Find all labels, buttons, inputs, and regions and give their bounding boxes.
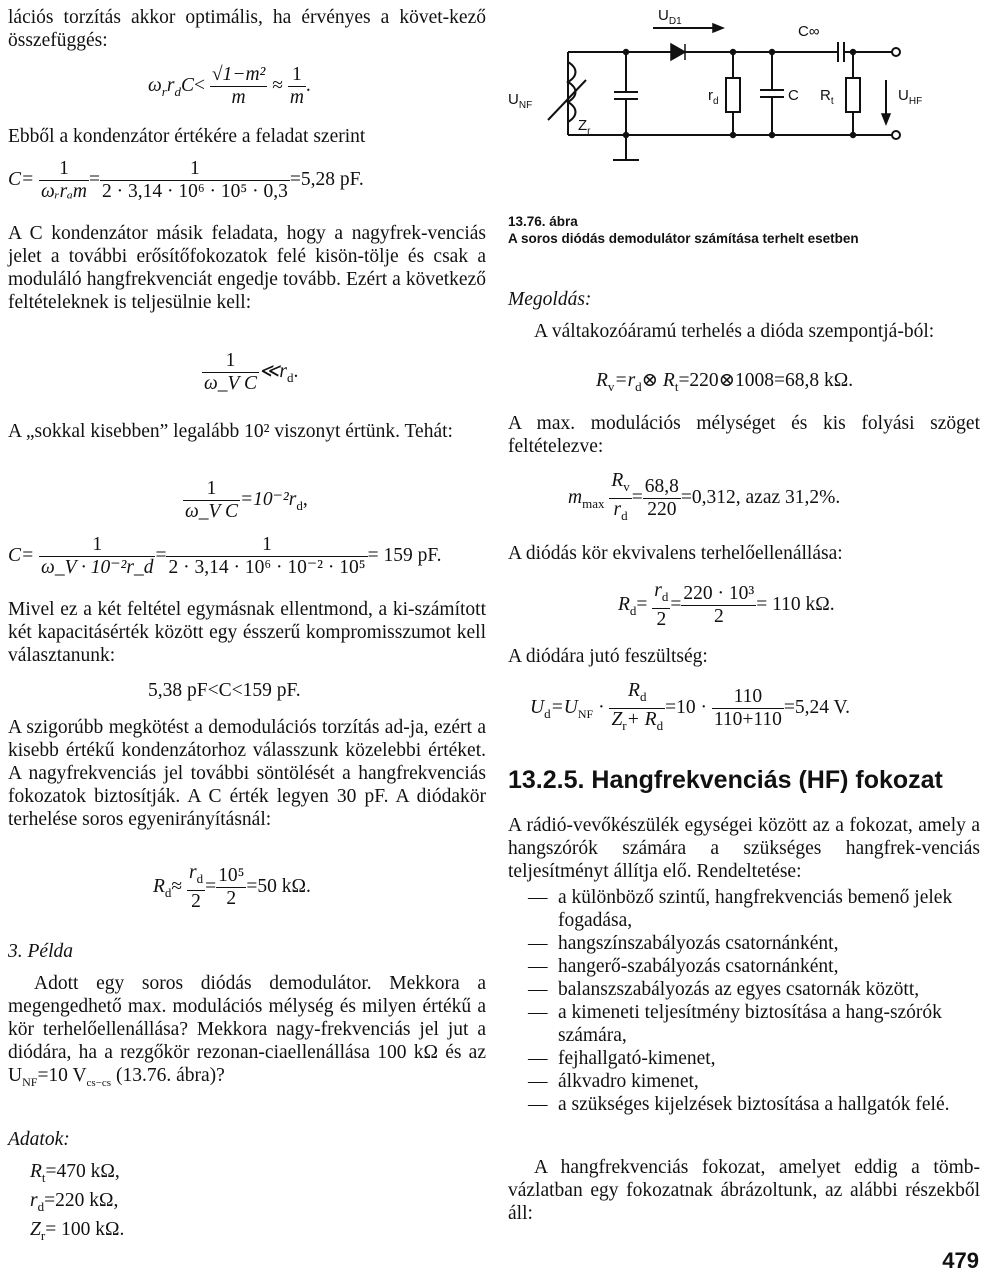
list-item: — balanszszabályozás az egyes csatornák között, xyxy=(508,978,980,1001)
list-item: — a szükséges kijelzések biztosítása a hallgatók felé. xyxy=(508,1093,980,1116)
figure-caption: A soros diódás demodulátor számítása terhelt esetben xyxy=(508,231,859,246)
arrow-down-icon xyxy=(882,114,890,124)
paragraph-2: Ebből a kondenzátor értékére a feladat szerint xyxy=(8,126,366,147)
equation-3: $\frac{1}{\text{ω\_V C}}$ $≪r_d$. xyxy=(204,350,299,394)
paragraph-4: A „sokkal kisebben” legalább 10² viszonyt értünk. Tehát: xyxy=(8,421,453,442)
paragraph-r4: A diódára jutó feszültség: xyxy=(508,646,708,667)
label-unf: $U_{NF}$ xyxy=(508,91,533,111)
list-item: — hangerő-szabályozás csatornánként, xyxy=(508,955,980,978)
equation-r1: $R_v=r_d\otimes$ $R_t=220\otimes 1008=68,8$ kΩ. xyxy=(596,370,854,394)
example-title: 3. Példa xyxy=(8,941,73,962)
fraction: $\frac{1}{\text{ω\_V · 10⁻²r\_d}}$ xyxy=(41,534,154,578)
list-item: — álkvadro kimenet, xyxy=(508,1070,980,1093)
solution-title: Megoldás: xyxy=(508,289,592,310)
label-cinf: C∞ xyxy=(798,23,820,40)
data-title: Adatok: xyxy=(8,1129,70,1150)
equation-r2: $m_{max}$ $\frac{R_v}{r_d}$ = $\frac{68,8}{220}$ =0,312, azaz 31,2%. xyxy=(568,470,840,527)
fraction: $\frac{1}{\text{2 · 3,14 · 10⁶ · 10⁵ · 0,3}}$ xyxy=(102,158,288,202)
fraction: $\frac{1}{\text{2 · 3,14 · 10⁶ · 10⁻² · 10⁵}}$ xyxy=(168,534,366,578)
circuit-diagram xyxy=(508,0,948,175)
paragraph-r3: A diódás kör ekvivalens terhelőellenállása: xyxy=(508,543,843,564)
data-row: $r_d=220$ kΩ, xyxy=(30,1189,119,1214)
equation-5: C= $\frac{1}{\text{ω\_V · 10⁻²r\_d}}$ = $\frac{1}{\text{2 · 3,14 · 10⁶ · 10⁻² · 10⁵}}$ = 159 pF. xyxy=(8,534,442,578)
figure-caption-number: 13.76. ábra xyxy=(508,214,578,229)
list-item: — a kimeneti teljesítmény biztosítása a hang-szórók számára, xyxy=(508,1001,980,1047)
diode-icon xyxy=(671,44,685,60)
fraction: $\frac{\text{10⁵}}{2}$ xyxy=(218,864,245,909)
equation-r3: $R_d=$ $\frac{r_d}{2}$ = $\frac{\text{220 · 10³}}{2}$ = 110 kΩ. xyxy=(618,580,835,630)
paragraph-r5: A rádió-vevőkészülék egységei között az a fokozat, amely a hangszórók számára a szükséges hangfrek-venciás teljesítményt állítja elő. Rendeltetése: xyxy=(508,815,980,882)
label-rd: $r_d$ xyxy=(708,87,719,107)
label-uhf: $U_{HF}$ xyxy=(898,87,923,107)
label-rt: $R_t$ xyxy=(820,87,834,107)
data-list xyxy=(30,1160,124,1247)
list-item: — hangszínszabályozás csatornánként, xyxy=(508,932,980,955)
page-number: 479 xyxy=(942,1248,979,1273)
data-row: $Z_r= 100$ kΩ. xyxy=(30,1218,125,1243)
function-list xyxy=(508,886,980,1116)
equation-7: $R_d\approx$ $\frac{r_d}{2}$ = $\frac{\text{10⁵}}{2}$ =50 kΩ. xyxy=(153,862,311,912)
equation-r4: $U_d=U_{NF}$ · $\frac{R_d}{Z_r+ R_d}$ =10 · $\frac{110}{110+110}$ =5,24 V. xyxy=(530,680,850,737)
fraction: $\frac{r_d}{2}$ xyxy=(189,862,204,912)
fraction: $\frac{1}{\text{ω\_V C}}$ xyxy=(204,350,257,394)
arrow-right-icon xyxy=(713,24,723,32)
equation-2: C= $\frac{1}{\text{ωᵣrₐm}}$ = $\frac{1}{\text{2 · 3,14 · 10⁶ · 10⁵ · 0,3}}$ =5,28 pF. xyxy=(8,158,364,202)
fraction: $\frac{1}{m}$ xyxy=(289,64,304,108)
label-c: C xyxy=(788,87,799,104)
paragraph-5: Mivel ez a két feltétel egymásnak ellentmond, a ki-számított két kapacitásérték között egy ésszerű kompromisszumot kell választanunk: xyxy=(8,599,486,666)
fraction: $\frac{68,8}{220}$ xyxy=(644,475,679,520)
fraction: $\frac{R_v}{r_d}$ xyxy=(611,470,630,523)
equation-1: $\omega_rr_dC<$ $\frac{\text{√1−m²}}{m}$ ≈ $\frac{1}{m}$ . xyxy=(148,64,311,108)
fraction: $\frac{1}{\text{ω\_V C}}$ xyxy=(185,478,238,522)
fraction: $\frac{\text{√1−m²}}{m}$ xyxy=(211,64,266,108)
fraction: $\frac{R_d}{Z_r+ R_d}$ xyxy=(611,680,664,733)
paragraph-3: A C kondenzátor másik feladata, hogy a nagyfrek-venciás jelet a további erősítőfokozatok felé kisön-tölje és csak a moduláló hangfrekvenciát engedje tovább. Ezért a következő feltételeknek is teljesülnie kell: xyxy=(8,223,486,313)
fraction: $\frac{\text{220 · 10³}}{2}$ xyxy=(683,582,755,627)
paragraph-r2: A max. modulációs mélységet és kis folyási szöget feltételezve: xyxy=(508,413,980,457)
equation-4: $\frac{1}{\text{ω\_V C}}$ $=10^{-2}r_d$, xyxy=(185,478,308,522)
label-ud1: $U_{D1}$ xyxy=(658,7,682,27)
data-row: $R_t=470$ kΩ, xyxy=(30,1161,120,1185)
paragraph-r1: A váltakozóáramú terhelés a dióda szempontjá-ból: xyxy=(534,321,935,342)
paragraph-1: lációs torzítás akkor optimális, ha érvényes a követ-kező összefüggés: xyxy=(8,7,486,51)
list-item: — a különböző szintű, hangfrekvenciás bemenő jelek fogadása, xyxy=(508,886,980,932)
paragraph-7: Adott egy soros diódás demodulátor. Mekkora a megengedhető max. modulációs mélység és milyen értékű a kör terhelőellenállása? Mekkora nagy-frekvenciás jel jut a diódára, ha a rezgőkör rezonan-ciaellenállása 100 kΩ és az $U_{NF}=10$ $V_{cs-cs}$ (13.76. ábra)? xyxy=(8,973,486,1089)
paragraph-6: A szigorúbb megkötést a demodulációs torzítás ad-ja, ezért a kisebb értékű kondenzátorhoz válasszunk közelebbi értéket. A nagyfrekvenciás jel további söntölését a hangfrekvenciás fokozatok biztosítják. A C érték legyen 30 pF. A diódakör terhelése soros egyenirányításnál: xyxy=(8,717,486,830)
fraction: $\frac{r_d}{2}$ xyxy=(654,580,669,630)
equation-6: 5,38 pF<C<159 pF. xyxy=(148,680,301,701)
section-heading: 13.2.5. Hangfrekvenciás (HF) fokozat xyxy=(508,766,943,794)
label-zr: $Z_r$ xyxy=(578,117,591,137)
list-item: — fejhallgató-kimenet, xyxy=(508,1047,980,1070)
paragraph-r6: A hangfrekvenciás fokozat, amelyet eddig a tömb-vázlatban egy fokozatnak ábrázoltunk, az alábbi részekből áll: xyxy=(508,1157,980,1224)
fraction: $\frac{1}{\text{ωᵣrₐm}}$ xyxy=(41,158,87,202)
fraction: $\frac{110}{110+110}$ xyxy=(713,685,782,730)
